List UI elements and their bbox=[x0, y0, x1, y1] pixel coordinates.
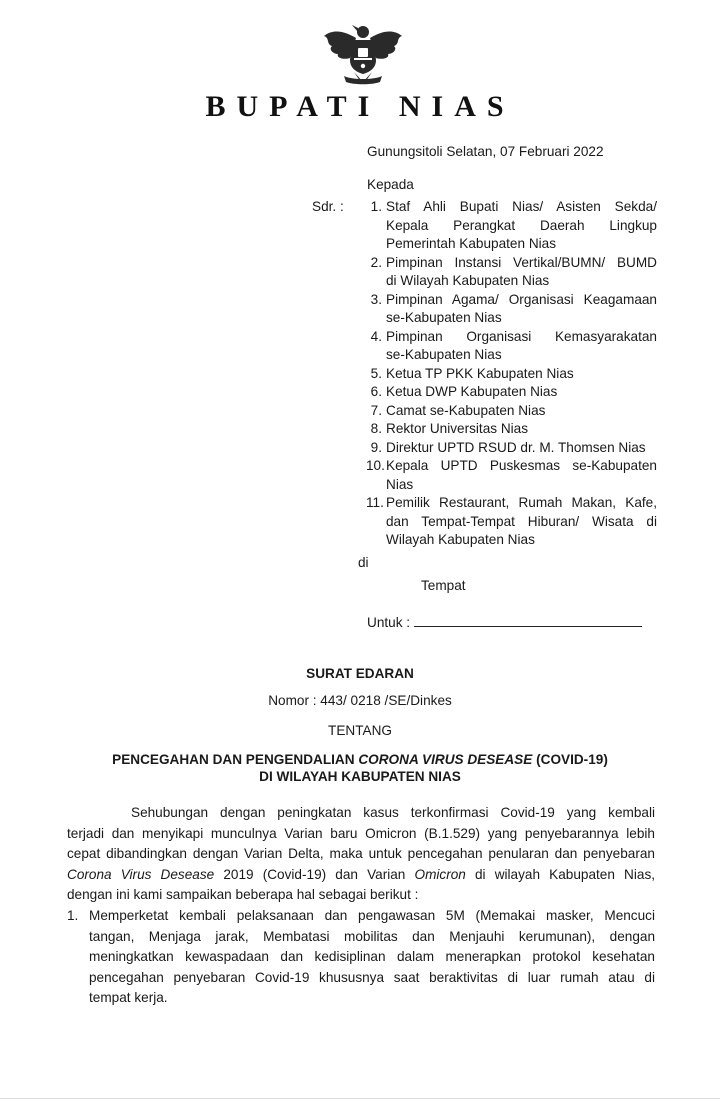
list-item-text: di Wilayah Kabupaten Nias bbox=[386, 273, 550, 288]
paragraph-line: cepat dibandingkan dengan Varian Delta, maka untuk pencegahan penularan dan penyebaran bbox=[67, 846, 655, 861]
list-item bbox=[312, 420, 657, 439]
list-item-text: se-Kabupaten Nias bbox=[386, 347, 502, 362]
list-number: 6. bbox=[370, 384, 382, 399]
paragraph-fragment: di wilayah Kabupaten Nias, bbox=[465, 866, 656, 882]
page-edge bbox=[0, 1098, 720, 1099]
list-item-text: Ketua DWP Kabupaten Nias bbox=[386, 384, 558, 399]
list-number: 7. bbox=[370, 402, 382, 418]
list-item bbox=[312, 291, 657, 328]
paragraph-line: tempat kerja. bbox=[89, 990, 168, 1005]
list-item bbox=[312, 494, 657, 550]
list-number: 1. bbox=[67, 908, 79, 923]
list-number: 3. bbox=[370, 291, 382, 307]
list-number: 10. bbox=[366, 458, 385, 473]
kepada-label: Kepada bbox=[367, 177, 414, 192]
paragraph-line: dengan ini kami sampaikan beberapa hal sebagai berikut : bbox=[67, 887, 419, 902]
italic-term: Omicron bbox=[414, 866, 466, 882]
subject-prefix: PENCEGAHAN DAN PENGENDALIAN bbox=[112, 752, 359, 767]
subject-suffix: (COVID-19) bbox=[532, 752, 608, 767]
list-item bbox=[312, 383, 657, 402]
untuk-blank-line bbox=[414, 614, 642, 627]
list-item bbox=[312, 328, 657, 365]
tentang-label: TENTANG bbox=[328, 723, 392, 738]
paragraph-line: terjadi dan menyikapi munculnya Varian baru Omicron (B.1.529) yang penyebarannya lebih bbox=[67, 825, 655, 841]
paragraph-line: tangan, Menjaga jarak, Membatasi mobilitas dan Menjauhi kerumunan), dengan bbox=[89, 928, 655, 944]
place-date: Gunungsitoli Selatan, 07 Februari 2022 bbox=[367, 144, 604, 159]
list-number: 11. bbox=[366, 495, 384, 510]
paragraph-fragment: 2019 (Covid-19) dan Varian bbox=[214, 866, 415, 882]
untuk-label: Untuk : bbox=[367, 615, 411, 630]
list-item bbox=[312, 457, 657, 494]
letter-heading: SURAT EDARAN bbox=[306, 666, 414, 681]
paragraph-line: Sehubungan dengan peningkatan kasus terkonfirmasi Covid-19 yang kembali bbox=[131, 805, 655, 820]
letter-number: Nomor : 443/ 0218 /SE/Dinkes bbox=[268, 693, 452, 708]
list-item bbox=[312, 402, 657, 421]
list-item-text: Staf Ahli Bupati Nias/ Asisten Sekda/ bbox=[386, 199, 657, 214]
list-item bbox=[312, 198, 657, 254]
list-number: 1. bbox=[370, 199, 382, 214]
list-item-text: Nias bbox=[386, 476, 414, 492]
letterhead-title: BUPATI NIAS bbox=[205, 90, 515, 123]
list-item-text: Wilayah Kabupaten Nias bbox=[386, 532, 535, 547]
list-item-text: Pemilik Restaurant, Rumah Makan, Kafe, bbox=[386, 495, 657, 510]
list-item-text: dan Tempat-Tempat Hiburan/ Wisata di bbox=[386, 513, 657, 529]
list-number: 2. bbox=[370, 254, 382, 270]
list-item bbox=[312, 254, 657, 291]
paragraph-line: meningkatkan kewaspadaan dan kedisiplinan dalam menerapkan protokol kesehatan bbox=[89, 949, 655, 964]
paragraph-line: Memperketat kembali pelaksanaan dan pengawasan 5M (Memakai masker, Mencuci bbox=[89, 908, 655, 923]
list-number: 8. bbox=[370, 421, 382, 436]
subject-italic: CORONA VIRUS DESEASE bbox=[358, 752, 533, 767]
recipient-list bbox=[312, 198, 657, 550]
list-item-text: Pemerintah Kabupaten Nias bbox=[386, 236, 557, 251]
list-number: 9. bbox=[370, 439, 382, 455]
body-paragraph bbox=[67, 803, 655, 906]
recipient-prefix: Sdr. : bbox=[312, 199, 344, 214]
list-number: 5. bbox=[370, 365, 382, 381]
list-item-text: Rektor Universitas Nias bbox=[386, 421, 529, 436]
list-item bbox=[312, 365, 657, 384]
paragraph-line bbox=[67, 865, 655, 886]
letter-subject bbox=[0, 752, 720, 767]
list-item-text: Pimpinan Instansi Vertikal/BUMN/ BUMD bbox=[386, 254, 657, 270]
list-item-text: Direktur UPTD RSUD dr. M. Thomsen Nias bbox=[386, 439, 646, 455]
list-item-text: Pimpinan Agama/ Organisasi Keagamaan bbox=[386, 291, 657, 307]
paragraph-line: pencegahan penyebaran Covid-19 khususnya saat beraktivitas di luar rumah atau di bbox=[89, 969, 655, 985]
list-item-text: Kepala Perangkat Daerah Lingkup bbox=[386, 217, 657, 233]
untuk-field bbox=[367, 614, 642, 633]
list-item-text: Kepala UPTD Puskesmas se-Kabupaten bbox=[386, 458, 657, 473]
list-number: 4. bbox=[370, 328, 382, 344]
di-label: di bbox=[358, 555, 369, 570]
list-item-text: Camat se-Kabupaten Nias bbox=[386, 402, 546, 418]
list-item bbox=[312, 439, 657, 458]
tempat-label: Tempat bbox=[421, 578, 466, 593]
list-item-text: se-Kabupaten Nias bbox=[386, 310, 502, 325]
list-item-text: Ketua TP PKK Kabupaten Nias bbox=[386, 365, 574, 381]
italic-term: Corona Virus Desease bbox=[67, 866, 215, 882]
list-item-text: Pimpinan Organisasi Kemasyarakatan bbox=[386, 328, 657, 344]
letter-subject-line2: DI WILAYAH KABUPATEN NIAS bbox=[259, 769, 461, 784]
garuda-emblem bbox=[318, 22, 408, 88]
